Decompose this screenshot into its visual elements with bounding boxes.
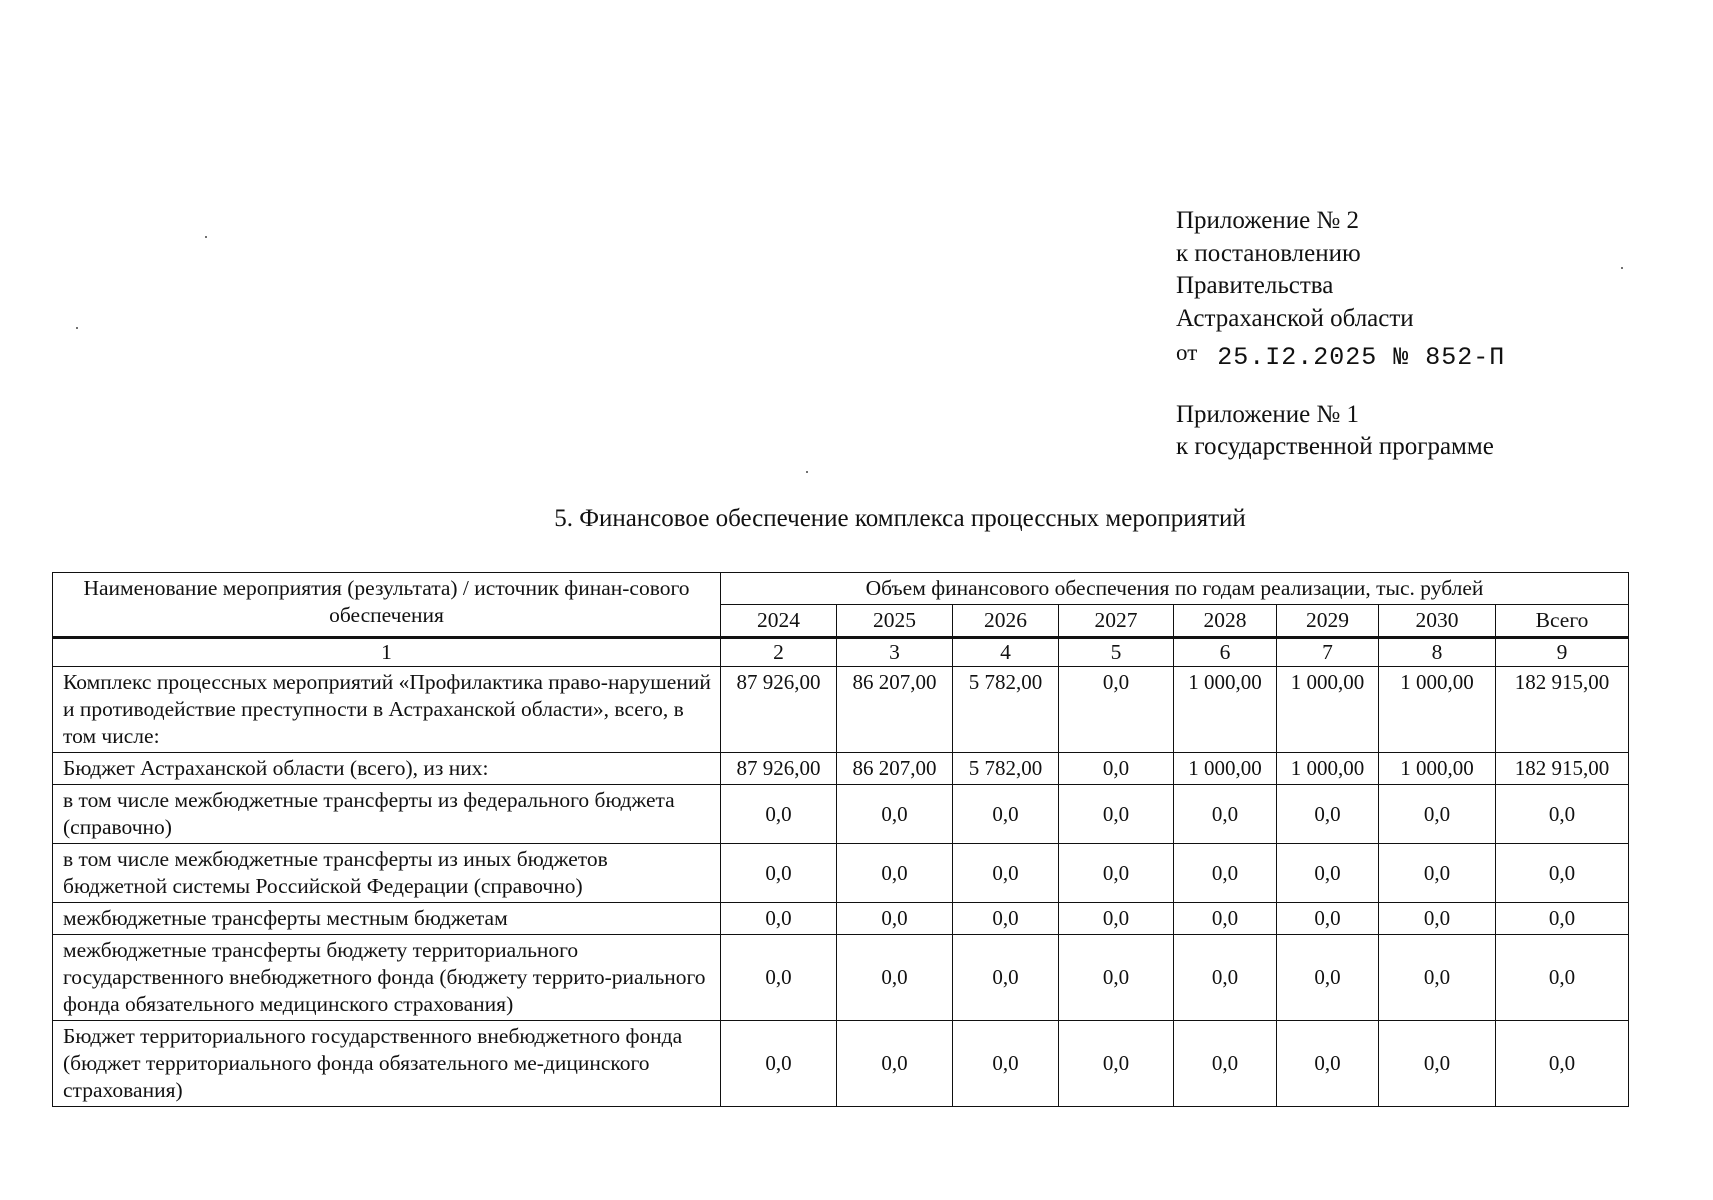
value-cell: 0,0 (953, 785, 1059, 844)
value-cell: 0,0 (721, 785, 837, 844)
table-row (53, 785, 1629, 844)
value-cell: 0,0 (1496, 1021, 1629, 1107)
value-cell: 0,0 (1496, 844, 1629, 903)
decree-date-number: 25.I2.2025 № 852-П (1217, 343, 1506, 372)
value-cell: 0,0 (1059, 785, 1174, 844)
value-cell: 0,0 (721, 1021, 837, 1107)
value-cell: 0,0 (1059, 753, 1174, 785)
value-cell: 182 915,00 (1496, 667, 1629, 753)
header-row (53, 573, 1629, 605)
column-number-row (53, 638, 1629, 667)
value-cell: 0,0 (1496, 903, 1629, 935)
year-header-cell: 2029 (1277, 605, 1379, 638)
appendix-line-6: к государственной программе (1176, 433, 1494, 460)
year-header-cell: 2024 (721, 605, 837, 638)
value-cell: 0,0 (1379, 844, 1496, 903)
value-cell: 182 915,00 (1496, 753, 1629, 785)
column-number-cell: 5 (1059, 638, 1174, 667)
value-cell: 0,0 (1059, 844, 1174, 903)
year-header-cell: Всего (1496, 605, 1629, 638)
value-cell: 0,0 (837, 844, 953, 903)
value-cell: 0,0 (953, 935, 1059, 1021)
value-cell: 0,0 (1379, 935, 1496, 1021)
row-name-cell: в том числе межбюджетные трансферты из иных бюджетов бюджетной системы Российской Федерации (справочно) (53, 844, 721, 903)
row-name-cell: Бюджет территориального государственного внебюджетного фонда (бюджет территориального фонда обязательного ме-дицинского страхования) (53, 1021, 721, 1107)
row-name-cell: Бюджет Астраханской области (всего), из них: (53, 753, 721, 785)
column-number-cell: 1 (53, 638, 721, 667)
value-cell: 0,0 (1174, 903, 1277, 935)
value-cell: 1 000,00 (1379, 667, 1496, 753)
row-name-cell: межбюджетные трансферты местным бюджетам (53, 903, 721, 935)
scan-speck (205, 236, 207, 238)
value-cell: 1 000,00 (1379, 753, 1496, 785)
value-cell: 1 000,00 (1174, 753, 1277, 785)
appendix-line-5: Приложение № 1 (1176, 400, 1360, 428)
page-title: 5. Финансовое обеспечение комплекса процессных мероприятий (554, 505, 1246, 532)
value-cell: 0,0 (1496, 935, 1629, 1021)
row-name-cell: в том числе межбюджетные трансферты из федерального бюджета (справочно) (53, 785, 721, 844)
value-cell: 0,0 (837, 1021, 953, 1107)
financing-table (52, 572, 1629, 1107)
value-cell: 1 000,00 (1277, 753, 1379, 785)
table-row (53, 903, 1629, 935)
value-cell: 0,0 (1379, 785, 1496, 844)
table-row (53, 667, 1629, 753)
column-number-cell: 6 (1174, 638, 1277, 667)
value-cell: 86 207,00 (837, 753, 953, 785)
value-cell: 0,0 (721, 935, 837, 1021)
column-number-cell: 4 (953, 638, 1059, 667)
value-cell: 0,0 (1277, 1021, 1379, 1107)
column-number-cell: 8 (1379, 638, 1496, 667)
column-number-cell: 2 (721, 638, 837, 667)
year-header-cell: 2030 (1379, 605, 1496, 638)
row-name-cell: межбюджетные трансферты бюджету территориального государственного внебюджетного фонда (бюджету террито-риального фонда обязательного медицинского страхования) (53, 935, 721, 1021)
row-name-cell: Комплекс процессных мероприятий «Профилактика право-нарушений и противодействие преступности в Астраханской области», всего, в том числе: (53, 667, 721, 753)
appendix-line-2: к постановлению (1176, 239, 1361, 267)
year-header-cell: 2027 (1059, 605, 1174, 638)
decree-prefix: от (1176, 340, 1198, 365)
decree-line (1176, 337, 1505, 375)
value-cell: 0,0 (1174, 935, 1277, 1021)
value-cell: 0,0 (1277, 785, 1379, 844)
table-row (53, 935, 1629, 1021)
value-cell: 0,0 (721, 903, 837, 935)
value-cell: 0,0 (1174, 785, 1277, 844)
value-cell: 0,0 (953, 903, 1059, 935)
value-cell: 0,0 (1277, 903, 1379, 935)
value-cell: 0,0 (1059, 667, 1174, 753)
name-column-header: Наименование мероприятия (результата) / источник финан-сового обеспечения (53, 573, 721, 638)
value-cell: 0,0 (1059, 1021, 1174, 1107)
value-cell: 87 926,00 (721, 667, 837, 753)
year-header-cell: 2026 (953, 605, 1059, 638)
value-cell: 0,0 (837, 935, 953, 1021)
year-header-cell: 2025 (837, 605, 953, 638)
value-cell: 0,0 (1059, 935, 1174, 1021)
scan-speck (806, 471, 808, 473)
value-cell: 87 926,00 (721, 753, 837, 785)
value-cell: 0,0 (953, 844, 1059, 903)
appendix-line-3: Правительства (1176, 272, 1334, 299)
value-cell: 0,0 (1059, 903, 1174, 935)
table-row (53, 844, 1629, 903)
value-cell: 0,0 (721, 844, 837, 903)
year-header-cell: 2028 (1174, 605, 1277, 638)
value-cell: 0,0 (1379, 1021, 1496, 1107)
column-number-cell: 9 (1496, 638, 1629, 667)
value-cell: 86 207,00 (837, 667, 953, 753)
appendix-block (1176, 205, 1505, 464)
value-cell: 0,0 (1277, 935, 1379, 1021)
value-cell: 0,0 (953, 1021, 1059, 1107)
value-cell: 5 782,00 (953, 667, 1059, 753)
value-cell: 0,0 (1174, 844, 1277, 903)
volume-header: Объем финансового обеспечения по годам реализации, тыс. рублей (721, 573, 1629, 605)
value-cell: 1 000,00 (1277, 667, 1379, 753)
table-row (53, 1021, 1629, 1107)
value-cell: 1 000,00 (1174, 667, 1277, 753)
table-row (53, 753, 1629, 785)
value-cell: 0,0 (837, 903, 953, 935)
scan-speck (1621, 267, 1623, 269)
value-cell: 0,0 (1174, 1021, 1277, 1107)
appendix-line-1: Приложение № 2 (1176, 207, 1360, 234)
value-cell: 0,0 (1277, 844, 1379, 903)
value-cell: 0,0 (837, 785, 953, 844)
value-cell: 0,0 (1379, 903, 1496, 935)
column-number-cell: 7 (1277, 638, 1379, 667)
value-cell: 0,0 (1496, 785, 1629, 844)
scan-speck (76, 327, 78, 329)
column-number-cell: 3 (837, 638, 953, 667)
appendix-line-4: Астраханской области (1176, 304, 1414, 332)
value-cell: 5 782,00 (953, 753, 1059, 785)
